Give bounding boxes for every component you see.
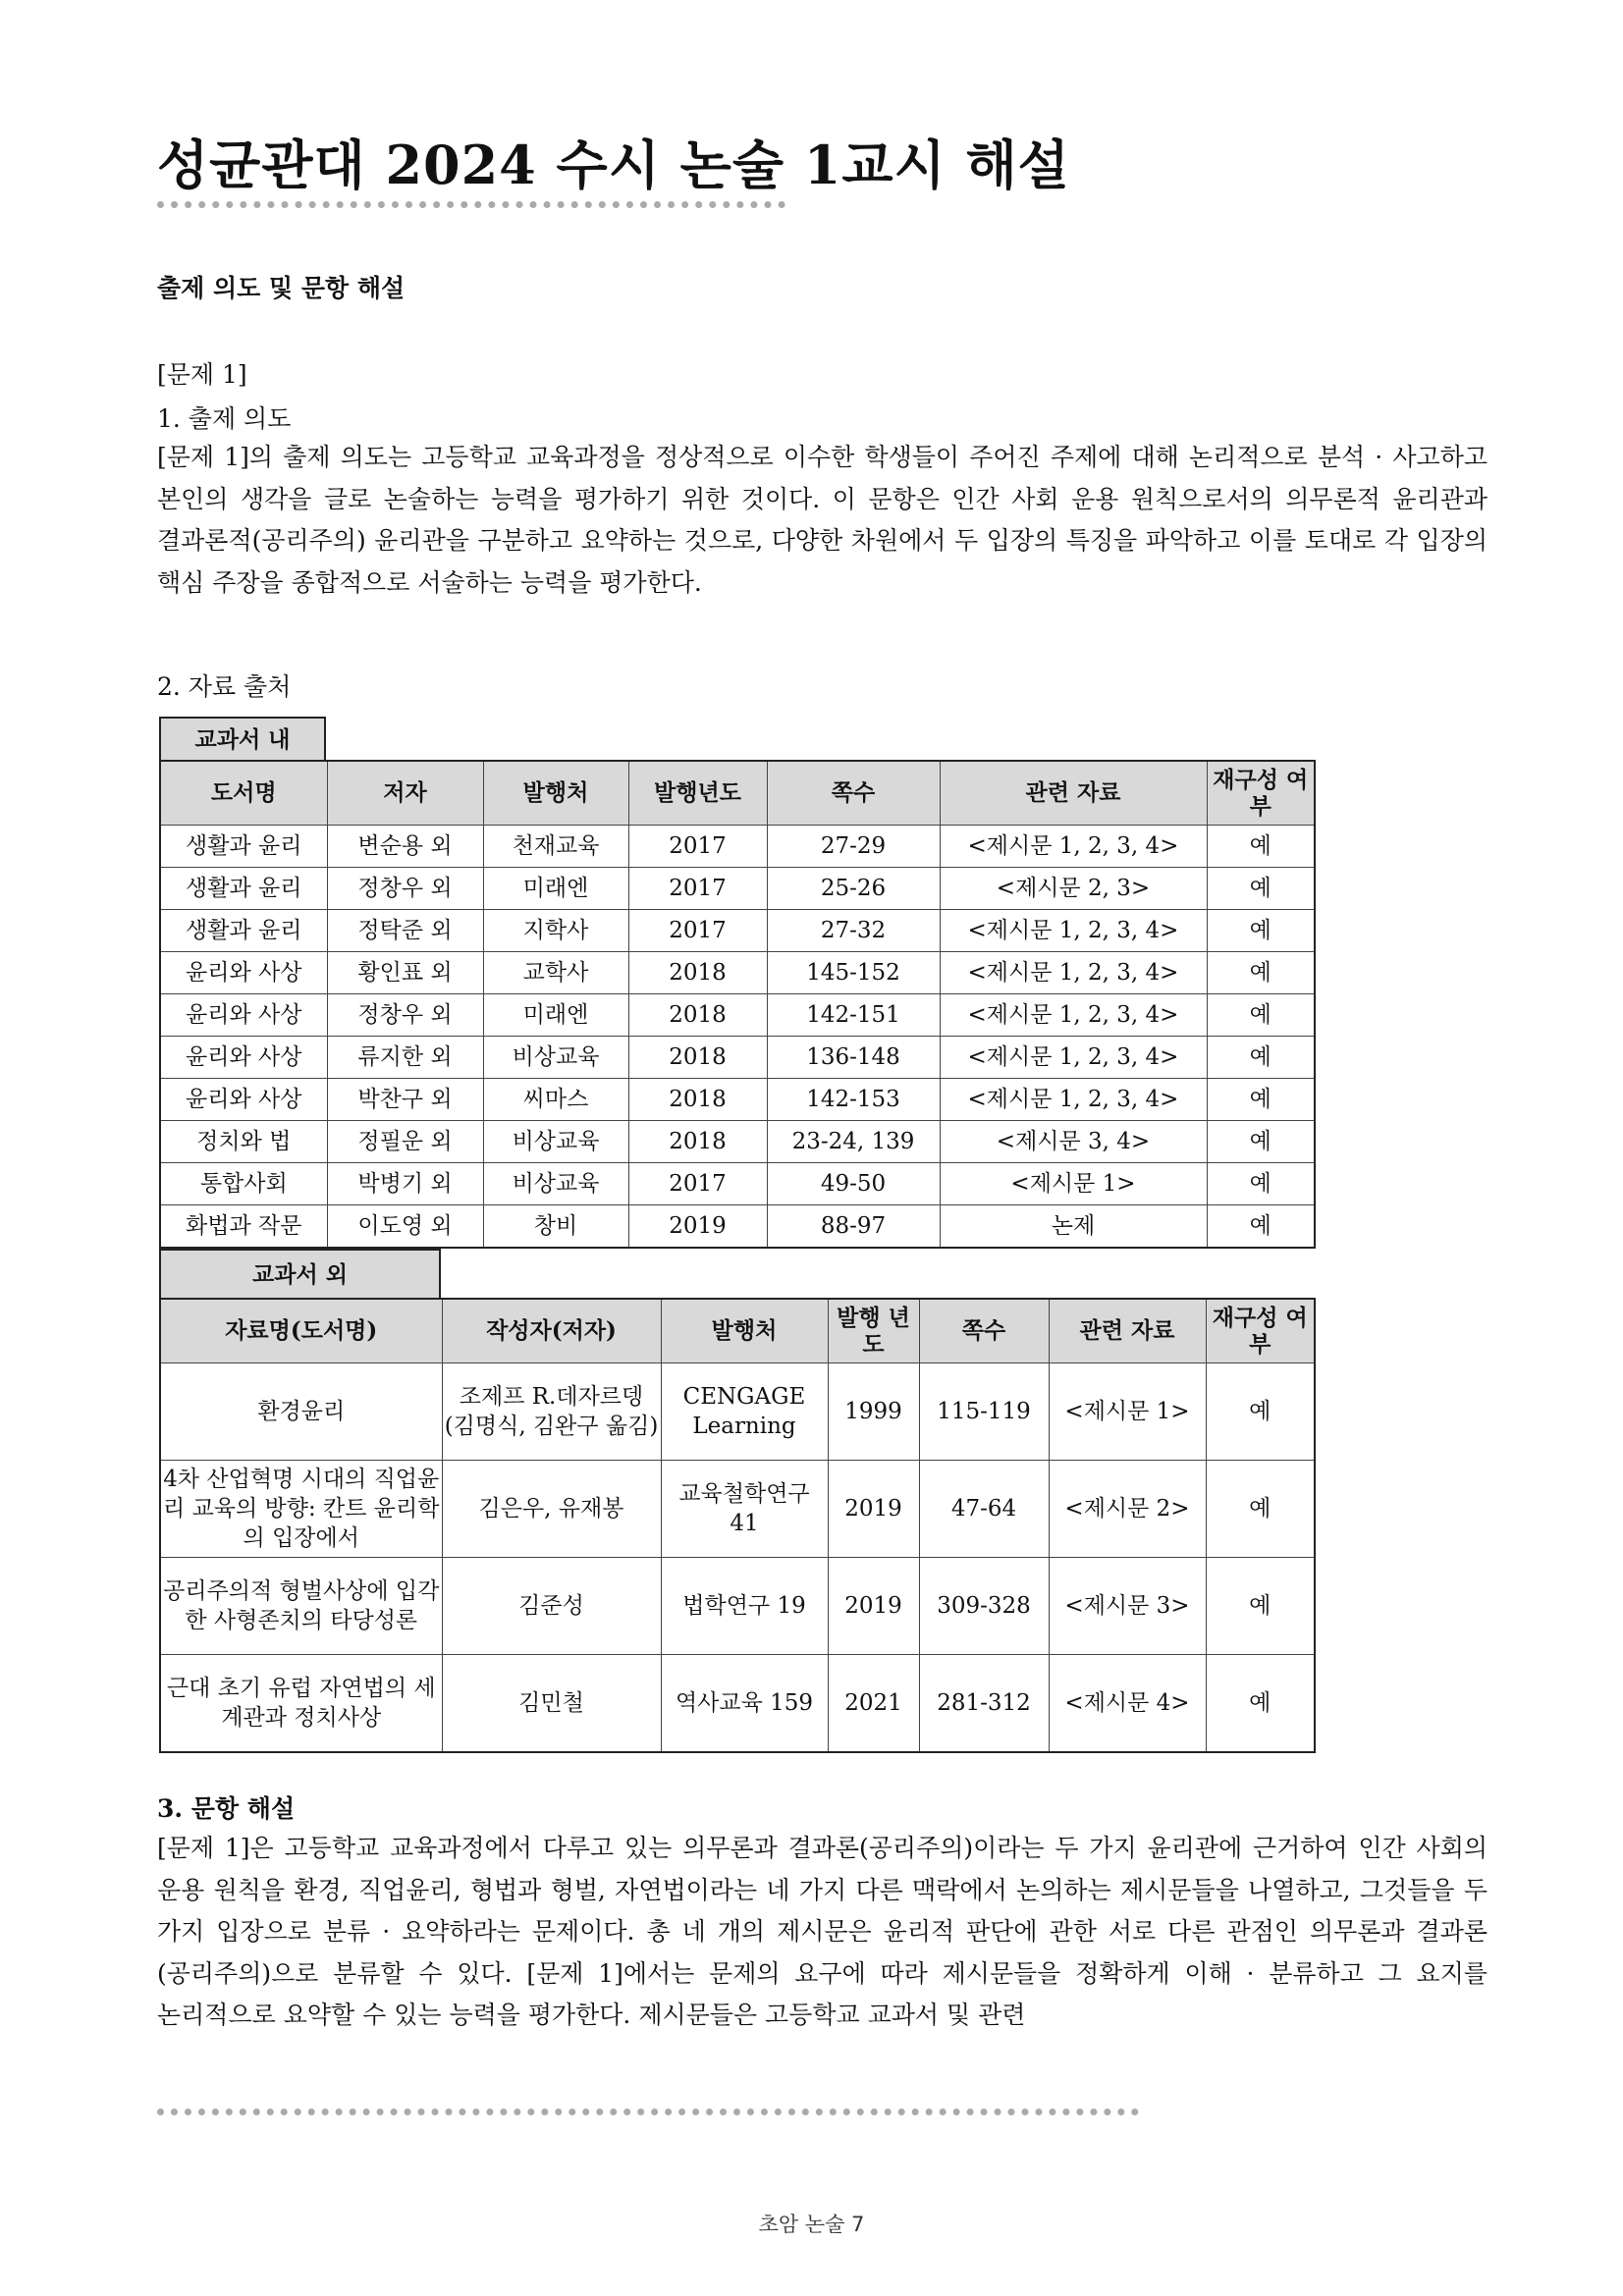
table-cell: 류지한 외 bbox=[327, 1037, 483, 1079]
table1-header-cell: 도서명 bbox=[160, 761, 327, 826]
table-cell: 김준성 bbox=[442, 1558, 661, 1655]
table-cell: <제시문 1, 2, 3, 4> bbox=[940, 826, 1207, 868]
table-cell: 예 bbox=[1206, 1363, 1315, 1461]
table-cell: <제시문 1> bbox=[1049, 1363, 1206, 1461]
table1-header-row bbox=[160, 761, 1315, 826]
table-cell: 예 bbox=[1207, 1163, 1315, 1205]
table-row bbox=[160, 868, 1315, 910]
table2-header-row bbox=[160, 1299, 1315, 1363]
table-cell: 윤리와 사상 bbox=[160, 952, 327, 994]
table-cell: <제시문 1, 2, 3, 4> bbox=[940, 910, 1207, 952]
table-cell: 예 bbox=[1207, 1121, 1315, 1163]
table-cell: 309-328 bbox=[919, 1558, 1049, 1655]
table-row bbox=[160, 826, 1315, 868]
table-cell: 교학사 bbox=[483, 952, 628, 994]
table-cell: 1999 bbox=[828, 1363, 919, 1461]
section-heading: 출제 의도 및 문항 해설 bbox=[157, 274, 406, 302]
table-cell: 통합사회 bbox=[160, 1163, 327, 1205]
table-cell: 법학연구 19 bbox=[661, 1558, 828, 1655]
table-cell: 생활과 윤리 bbox=[160, 910, 327, 952]
table-row bbox=[160, 994, 1315, 1037]
page-title: 성균관대 2024 수시 논술 1교시 해설 bbox=[157, 133, 1070, 196]
table-cell: <제시문 1, 2, 3, 4> bbox=[940, 952, 1207, 994]
table-cell: 2017 bbox=[628, 826, 767, 868]
table-cell: 115-119 bbox=[919, 1363, 1049, 1461]
table-cell: <제시문 1, 2, 3, 4> bbox=[940, 1079, 1207, 1121]
table-cell: 천재교육 bbox=[483, 826, 628, 868]
table-cell: 2018 bbox=[628, 1079, 767, 1121]
table-cell: <제시문 3> bbox=[1049, 1558, 1206, 1655]
table-row bbox=[160, 910, 1315, 952]
table-cell: 142-151 bbox=[767, 994, 940, 1037]
table2-header-cell: 발행 년도 bbox=[828, 1299, 919, 1363]
table2-header-cell: 관련 자료 bbox=[1049, 1299, 1206, 1363]
table-cell: 비상교육 bbox=[483, 1037, 628, 1079]
table-cell: 교육철학연구 41 bbox=[661, 1461, 828, 1558]
table-cell: 예 bbox=[1207, 1037, 1315, 1079]
table-cell: 정치와 법 bbox=[160, 1121, 327, 1163]
table-cell: <제시문 2> bbox=[1049, 1461, 1206, 1558]
table-row bbox=[160, 952, 1315, 994]
table-row bbox=[160, 1461, 1315, 1558]
table-row bbox=[160, 1163, 1315, 1205]
table2-header-cell: 자료명(도서명) bbox=[160, 1299, 442, 1363]
table1-header-cell: 재구성 여부 bbox=[1207, 761, 1315, 826]
table-cell: 23-24, 139 bbox=[767, 1121, 940, 1163]
table-row bbox=[160, 1121, 1315, 1163]
table-cell: 김민철 bbox=[442, 1655, 661, 1753]
s3-heading: 3. 문항 해설 bbox=[157, 1794, 296, 1823]
page-footer: 초암 논술 7 bbox=[758, 2213, 865, 2236]
table-cell: 지학사 bbox=[483, 910, 628, 952]
table-cell: <제시문 1, 2, 3, 4> bbox=[940, 994, 1207, 1037]
table-cell: 2019 bbox=[628, 1205, 767, 1249]
table-cell: 비상교육 bbox=[483, 1163, 628, 1205]
table-cell: 예 bbox=[1207, 994, 1315, 1037]
table-row bbox=[160, 1037, 1315, 1079]
table-external-sources bbox=[159, 1298, 1316, 1753]
table-cell: 박병기 외 bbox=[327, 1163, 483, 1205]
table-row bbox=[160, 1558, 1315, 1655]
table-cell: 27-29 bbox=[767, 826, 940, 868]
table1-header-cell: 저자 bbox=[327, 761, 483, 826]
table-textbook-sources bbox=[159, 760, 1316, 1249]
table-cell: 2017 bbox=[628, 1163, 767, 1205]
table-cell: 역사교육 159 bbox=[661, 1655, 828, 1753]
table-cell: 미래엔 bbox=[483, 994, 628, 1037]
table-cell: 4차 산업혁명 시대의 직업윤리 교육의 방향: 칸트 윤리학의 입장에서 bbox=[160, 1461, 442, 1558]
table1-header-cell: 관련 자료 bbox=[940, 761, 1207, 826]
table-cell: 변순용 외 bbox=[327, 826, 483, 868]
table-row bbox=[160, 1205, 1315, 1249]
table-cell: 예 bbox=[1206, 1461, 1315, 1558]
s2-heading: 2. 자료 출처 bbox=[157, 672, 292, 701]
s1-heading: 1. 출제 의도 bbox=[157, 404, 292, 433]
table-cell: 창비 bbox=[483, 1205, 628, 1249]
table-cell: 조제프 R.데자르뎅 (김명식, 김완구 옮김) bbox=[442, 1363, 661, 1461]
table-cell: 2017 bbox=[628, 910, 767, 952]
table-cell: 2018 bbox=[628, 952, 767, 994]
table-cell: 예 bbox=[1206, 1558, 1315, 1655]
table-cell: 정창우 외 bbox=[327, 994, 483, 1037]
footer-dotted-rule bbox=[157, 2109, 1139, 2115]
table1-header-cell: 발행년도 bbox=[628, 761, 767, 826]
table-cell: 예 bbox=[1206, 1655, 1315, 1753]
table-cell: 박찬구 외 bbox=[327, 1079, 483, 1121]
table-cell: 예 bbox=[1207, 910, 1315, 952]
table-cell: 281-312 bbox=[919, 1655, 1049, 1753]
table-cell: 윤리와 사상 bbox=[160, 994, 327, 1037]
table-cell: 27-32 bbox=[767, 910, 940, 952]
table2-header-cell: 발행처 bbox=[661, 1299, 828, 1363]
table-cell: 논제 bbox=[940, 1205, 1207, 1249]
table-cell: 비상교육 bbox=[483, 1121, 628, 1163]
table-cell: CENGAGE Learning bbox=[661, 1363, 828, 1461]
table2-label: 교과서 외 bbox=[159, 1249, 441, 1298]
table-cell: 근대 초기 유럽 자연법의 세계관과 정치사상 bbox=[160, 1655, 442, 1753]
table-cell: 49-50 bbox=[767, 1163, 940, 1205]
table-cell: 황인표 외 bbox=[327, 952, 483, 994]
title-dotted-rule bbox=[157, 201, 785, 208]
problem-label: [문제 1] bbox=[157, 360, 247, 389]
table-cell: 47-64 bbox=[919, 1461, 1049, 1558]
table-cell: 2018 bbox=[628, 1121, 767, 1163]
table-cell: 136-148 bbox=[767, 1037, 940, 1079]
table-cell: 화법과 작문 bbox=[160, 1205, 327, 1249]
table-cell: 정필운 외 bbox=[327, 1121, 483, 1163]
table-cell: 환경윤리 bbox=[160, 1363, 442, 1461]
table-cell: 공리주의적 형벌사상에 입각한 사형존치의 타당성론 bbox=[160, 1558, 442, 1655]
table-row bbox=[160, 1655, 1315, 1753]
table-cell: 2021 bbox=[828, 1655, 919, 1753]
table-cell: <제시문 4> bbox=[1049, 1655, 1206, 1753]
table-cell: 2019 bbox=[828, 1461, 919, 1558]
table-cell: 2017 bbox=[628, 868, 767, 910]
table-cell: 정탁준 외 bbox=[327, 910, 483, 952]
table-cell: 예 bbox=[1207, 952, 1315, 994]
table-cell: 2018 bbox=[628, 1037, 767, 1079]
table-cell: 예 bbox=[1207, 868, 1315, 910]
table-cell: 정창우 외 bbox=[327, 868, 483, 910]
table1-header-cell: 발행처 bbox=[483, 761, 628, 826]
table2-header-cell: 재구성 여부 bbox=[1206, 1299, 1315, 1363]
table-cell: 예 bbox=[1207, 1079, 1315, 1121]
table2-header-cell: 작성자(저자) bbox=[442, 1299, 661, 1363]
table-cell: 윤리와 사상 bbox=[160, 1079, 327, 1121]
table-row bbox=[160, 1363, 1315, 1461]
table2-header-cell: 쪽수 bbox=[919, 1299, 1049, 1363]
s1-paragraph: [문제 1]의 출제 의도는 고등학교 교육과정을 정상적으로 이수한 학생들이 주어진 주제에 대해 논리적으로 분석 · 사고하고 본인의 생각을 글로 논술하는 능력을 평가하기 위한 것이다. 이 문항은 인간 사회 운용 원칙으로서의 의무론적 윤리관과 결과론적(공리주의) 윤리관을 구분하고 요약하는 것으로, 다양한 차원에서 두 입장의 특징을 파악하고 이를 토대로 각 입장의 핵심 주장을 종합적으로 서술하는 능력을 평가한다. bbox=[157, 443, 1488, 597]
table-cell: 145-152 bbox=[767, 952, 940, 994]
table-cell: 이도영 외 bbox=[327, 1205, 483, 1249]
s3-paragraph: [문제 1]은 고등학교 교육과정에서 다루고 있는 의무론과 결과론(공리주의)이라는 두 가지 윤리관에 근거하여 인간 사회의 운용 원칙을 환경, 직업윤리, 형법과 형벌, 자연법이라는 네 가지 다른 맥락에서 논의하는 제시문들을 나열하고, 그것들을 두 가지 입장으로 분류 · 요약하라는 문제이다. 총 네 개의 제시문은 윤리적 판단에 관한 서로 다른 관점인 의무론과 결과론(공리주의)으로 분류할 수 있다. [문제 1]에서는 문제의 요구에 따라 제시문들을 정확하게 이해 · 분류하고 그 요지를 논리적으로 요약할 수 있는 능력을 평가한다. 제시문들은 고등학교 교과서 및 관련 bbox=[157, 1834, 1488, 2029]
table-cell: 예 bbox=[1207, 1205, 1315, 1249]
table-cell: 생활과 윤리 bbox=[160, 826, 327, 868]
table-cell: 미래엔 bbox=[483, 868, 628, 910]
table1-header-cell: 쪽수 bbox=[767, 761, 940, 826]
table-cell: 김은우, 유재봉 bbox=[442, 1461, 661, 1558]
table-cell: <제시문 1, 2, 3, 4> bbox=[940, 1037, 1207, 1079]
table-cell: 생활과 윤리 bbox=[160, 868, 327, 910]
table-cell: 25-26 bbox=[767, 868, 940, 910]
table-cell: <제시문 1> bbox=[940, 1163, 1207, 1205]
table-row bbox=[160, 1079, 1315, 1121]
table-cell: 윤리와 사상 bbox=[160, 1037, 327, 1079]
table-cell: 88-97 bbox=[767, 1205, 940, 1249]
table1-label: 교과서 내 bbox=[159, 717, 326, 760]
table-cell: 2018 bbox=[628, 994, 767, 1037]
table-cell: 예 bbox=[1207, 826, 1315, 868]
table-cell: 142-153 bbox=[767, 1079, 940, 1121]
table-cell: <제시문 3, 4> bbox=[940, 1121, 1207, 1163]
table-cell: 씨마스 bbox=[483, 1079, 628, 1121]
table-cell: <제시문 2, 3> bbox=[940, 868, 1207, 910]
table-cell: 2019 bbox=[828, 1558, 919, 1655]
